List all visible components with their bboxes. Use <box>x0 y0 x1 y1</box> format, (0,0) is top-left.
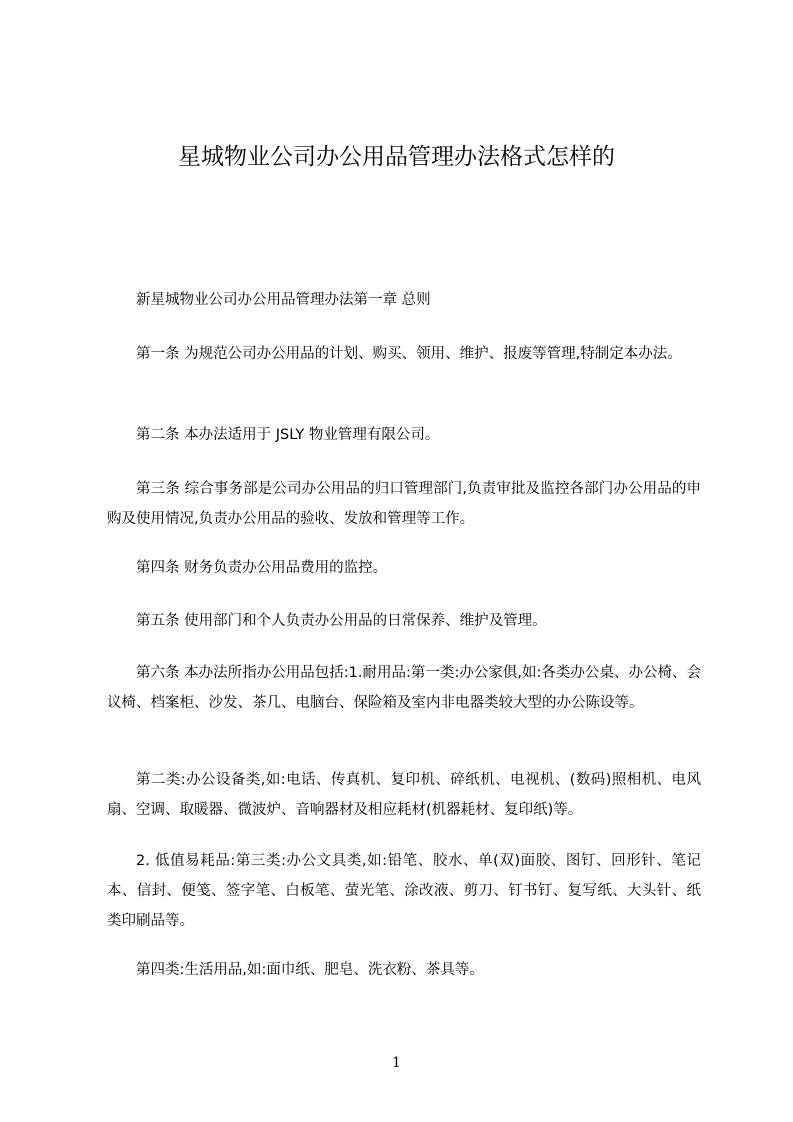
paragraph-article-5: 第五条 使用部门和个人负责办公用品的日常保养、维护及管理。 <box>136 613 547 629</box>
paragraph-article-2: 第二条 本办法适用于 JSLY 物业管理有限公司。 <box>136 427 440 443</box>
paragraph-article-6: 第六条 本办法所指办公用品包括:1.耐用品:第一类:办公家俱,如:各类办公桌、办公椅、会议椅、档案柜、沙发、茶几、电脑台、保险箱及室内非电器类较大型的办公陈设等。 <box>107 665 701 711</box>
paragraph-chapter-heading: 新星城物业公司办公用品管理办法第一章 总则 <box>136 292 431 308</box>
paragraph-low-value-items: 2. 低值易耗品:第三类:办公文具类,如:铅笔、胶水、单(双)面胶、图钉、回形针、笔记本、信封、便笺、签字笔、白板笔、萤光笔、涂改液、剪刀、钉书钉、复写纸、大头针、纸类印刷品等。 <box>107 853 701 929</box>
paragraph-category-4: 第四类:生活用品,如:面巾纸、肥皂、洗衣粉、茶具等。 <box>136 962 484 978</box>
paragraph-article-3: 第三条 综合事务部是公司办公用品的归口管理部门,负责审批及监控各部门办公用品的申购及使用情况,负责办公用品的验收、发放和管理等工作。 <box>107 481 701 527</box>
paragraph-article-4: 第四条 财务负责办公用品费用的监控。 <box>136 560 388 576</box>
page-number: 1 <box>392 1055 401 1071</box>
paragraph-category-2: 第二类:办公设备类,如:电话、传真机、复印机、碎纸机、电视机、(数码)照相机、电风扇、空调、取暖器、微波炉、音响器材及相应耗材(机器耗材、复印纸)等。 <box>107 772 701 818</box>
document-title: 星城物业公司办公用品管理办法格式怎样的 <box>178 144 615 170</box>
paragraph-article-1: 第一条 为规范公司办公用品的计划、购买、领用、维护、报废等管理,特制定本办法。 <box>136 346 682 362</box>
